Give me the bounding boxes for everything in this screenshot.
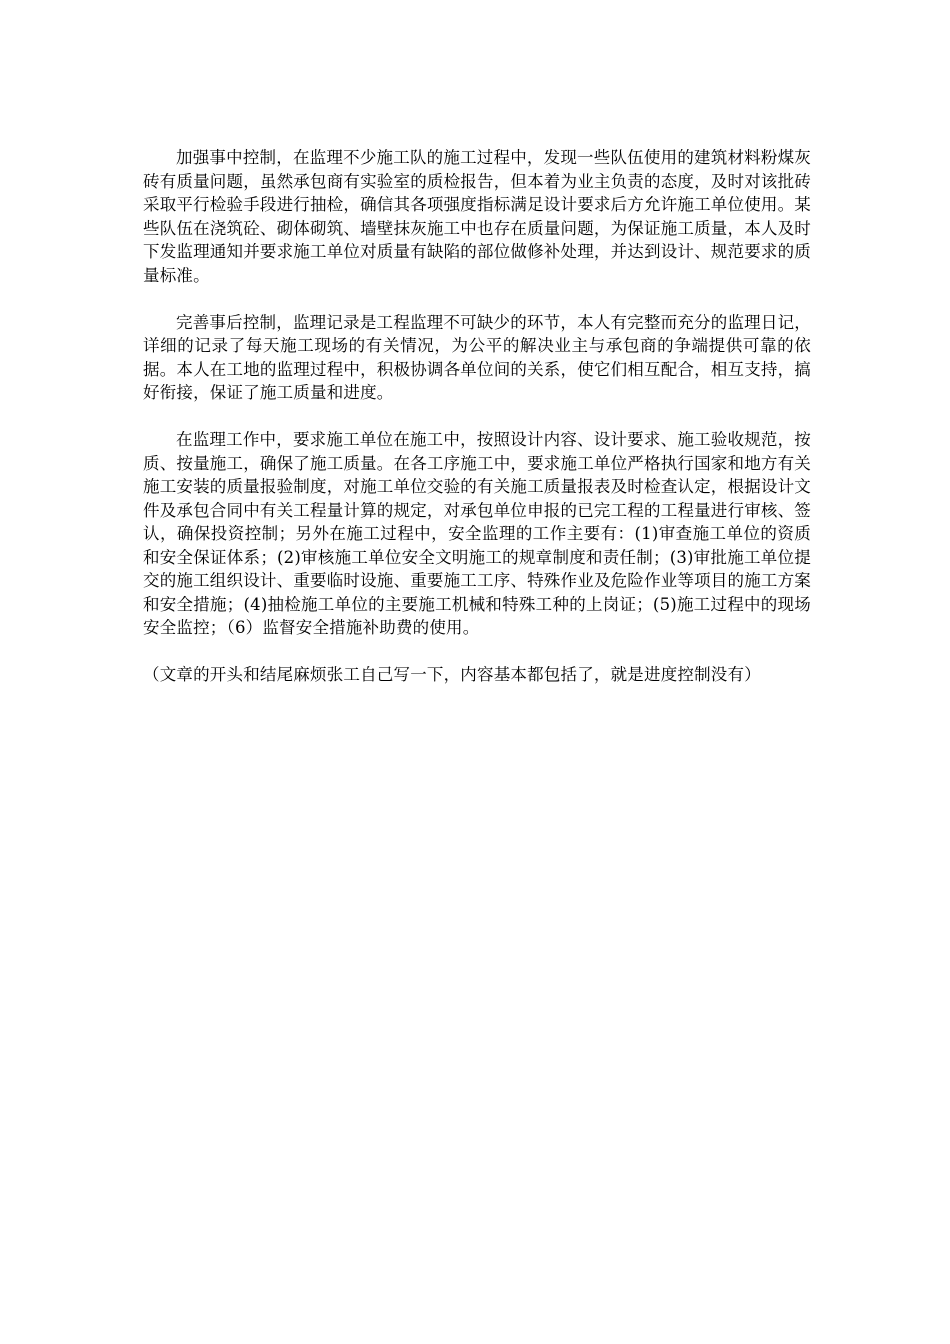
paragraph-post-control: 完善事后控制，监理记录是工程监理不可缺少的环节，本人有完整而充分的监理日记，详细的记录了每天施工现场的有关情况，为公平的解决业主与承包商的争端提供可靠的依据。本人在工地的监理过程中，积极协调各单位间的关系，使它们相互配合，相互支持，搞好衔接，保证了施工质量和进度。 bbox=[143, 312, 811, 402]
paragraph-in-process-control: 加强事中控制，在监理不少施工队的施工过程中，发现一些队伍使用的建筑材料粉煤灰砖有质量问题，虽然承包商有实验室的质检报告，但本着为业主负责的态度，及时对该批砖采取平行检验手段进行抽检，确信其各项强度指标满足设计要求后方允许施工单位使用。某些队伍在浇筑砼、砌体砌筑、墙壁抹灰施工中也存在质量问题，为保证施工质量，本人及时下发监理通知并要求施工单位对质量有缺陷的部位做修补处理，并达到设计、规范要求的质量标准。 bbox=[143, 148, 811, 285]
editor-note: （文章的开头和结尾麻烦张工自己写一下，内容基本都包括了，就是进度控制没有） bbox=[143, 665, 761, 684]
document-body bbox=[143, 146, 811, 710]
paragraph-supervision-work: 在监理工作中，要求施工单位在施工中，按照设计内容、设计要求、施工验收规范，按质、按量施工，确保了施工质量。在各工序施工中，要求施工单位严格执行国家和地方有关施工安装的质量报验制度，对施工单位交验的有关施工质量报表及时检查认定，根据设计文件及承包合同中有关工程量计算的规定，对承包单位申报的已完工程的工程量进行审核、签认，确保投资控制；另外在施工过程中，安全监理的工作主要有：(1)审查施工单位的资质和安全保证体系；(2)审核施工单位安全文明施工的规章制度和责任制；(3)审批施工单位提交的施工组织设计、重要临时设施、重要施工工序、特殊作业及危险作业等项目的施工方案和安全措施；(4)抽检施工单位的主要施工机械和特殊工种的上岗证；(5)施工过程中的现场安全监控；（6）监督安全措施补助费的使用。 bbox=[143, 430, 811, 637]
